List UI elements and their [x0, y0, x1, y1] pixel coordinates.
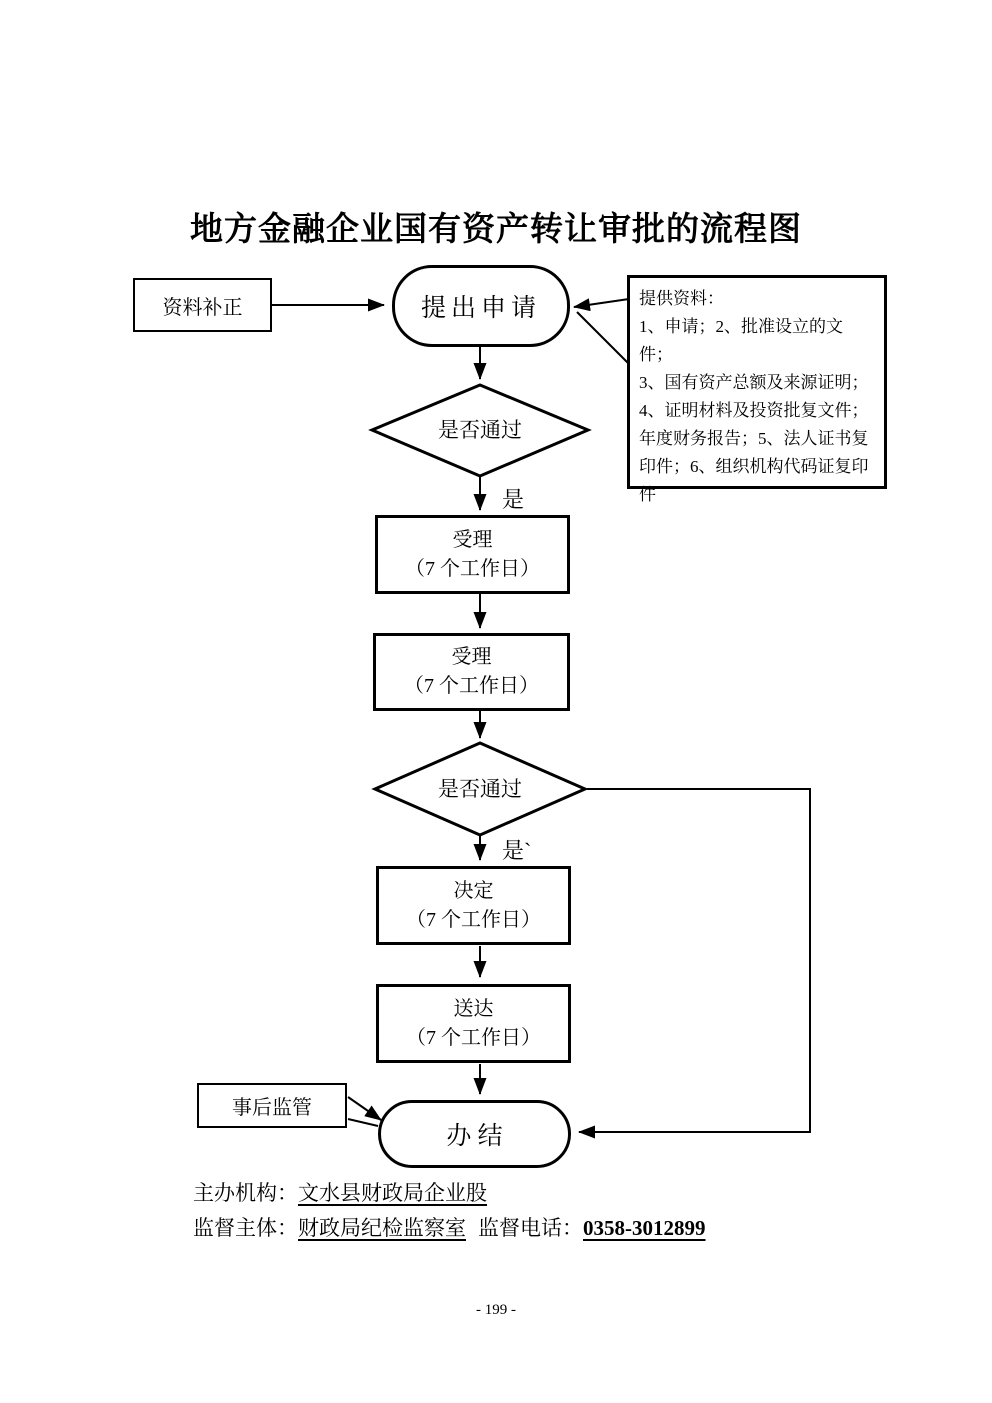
accept1-title: 受理 [452, 528, 493, 551]
materials-note-line: 件 [639, 485, 656, 504]
accept2-box [373, 633, 570, 711]
decide-duration: （7 个工作日） [406, 908, 541, 931]
deliver-duration: （7 个工作日） [406, 1026, 541, 1049]
host-label: 主办机构： [193, 1181, 298, 1205]
materials-note-box [627, 275, 887, 504]
supplement-box-label: 资料补正 [162, 296, 243, 319]
decision1-label: 是否通过 [438, 418, 522, 442]
accept2-title: 受理 [451, 646, 492, 668]
page-number: - 199 - [476, 1302, 516, 1318]
callout-supervision-line-upper [348, 1097, 381, 1120]
start-oval [392, 265, 570, 347]
accept1-box [375, 515, 570, 594]
materials-note-line: 印件；6、组织机构代码证复印 [639, 457, 869, 476]
supervisor-label: 监督主体： [193, 1216, 298, 1240]
footer-host-line [193, 1180, 487, 1206]
decide-box [376, 866, 571, 945]
phone-label: 监督电话： [478, 1216, 583, 1240]
accept2-duration: （7 个工作日） [404, 675, 539, 697]
materials-note-line: 年度财务报告；5、法人证书复 [639, 429, 869, 448]
supervision-box-label: 事后监管 [232, 1097, 312, 1119]
decide-title: 决定 [453, 879, 494, 902]
arrow-decision2-no-path [579, 789, 810, 1132]
materials-note-line: 1、申请；2、批准设立的文件； [639, 317, 843, 364]
callout-supervision-line-lower [348, 1119, 378, 1126]
deliver-box [376, 984, 571, 1063]
supervisor-value: 财政局纪检监察室 [298, 1216, 466, 1240]
materials-note-line: 3、国有资产总额及来源证明； [639, 373, 869, 392]
callout-note-line-lower [577, 312, 629, 364]
supplement-box [133, 278, 272, 332]
end-oval-label: 办 结 [446, 1123, 503, 1150]
callout-note-line-upper [574, 299, 629, 307]
decision2-label: 是否通过 [438, 777, 522, 801]
page-title: 地方金融企业国有资产转让审批的流程图 [190, 212, 802, 248]
deliver-title: 送达 [453, 997, 494, 1020]
accept1-duration: （7 个工作日） [405, 557, 540, 580]
yes-label-1: 是 [502, 487, 525, 512]
end-oval [378, 1100, 571, 1168]
supervision-box [197, 1083, 347, 1128]
footer-supervisor-line [193, 1215, 706, 1241]
phone-value: 0358-3012899 [583, 1216, 706, 1240]
start-oval-label: 提出申请 [420, 295, 541, 322]
materials-note-line: 提供资料： [639, 289, 724, 308]
host-value: 文水县财政局企业股 [298, 1181, 487, 1205]
materials-note-line: 4、证明材料及投资批复文件； [639, 401, 869, 420]
yes-label-2: 是` [502, 838, 532, 863]
